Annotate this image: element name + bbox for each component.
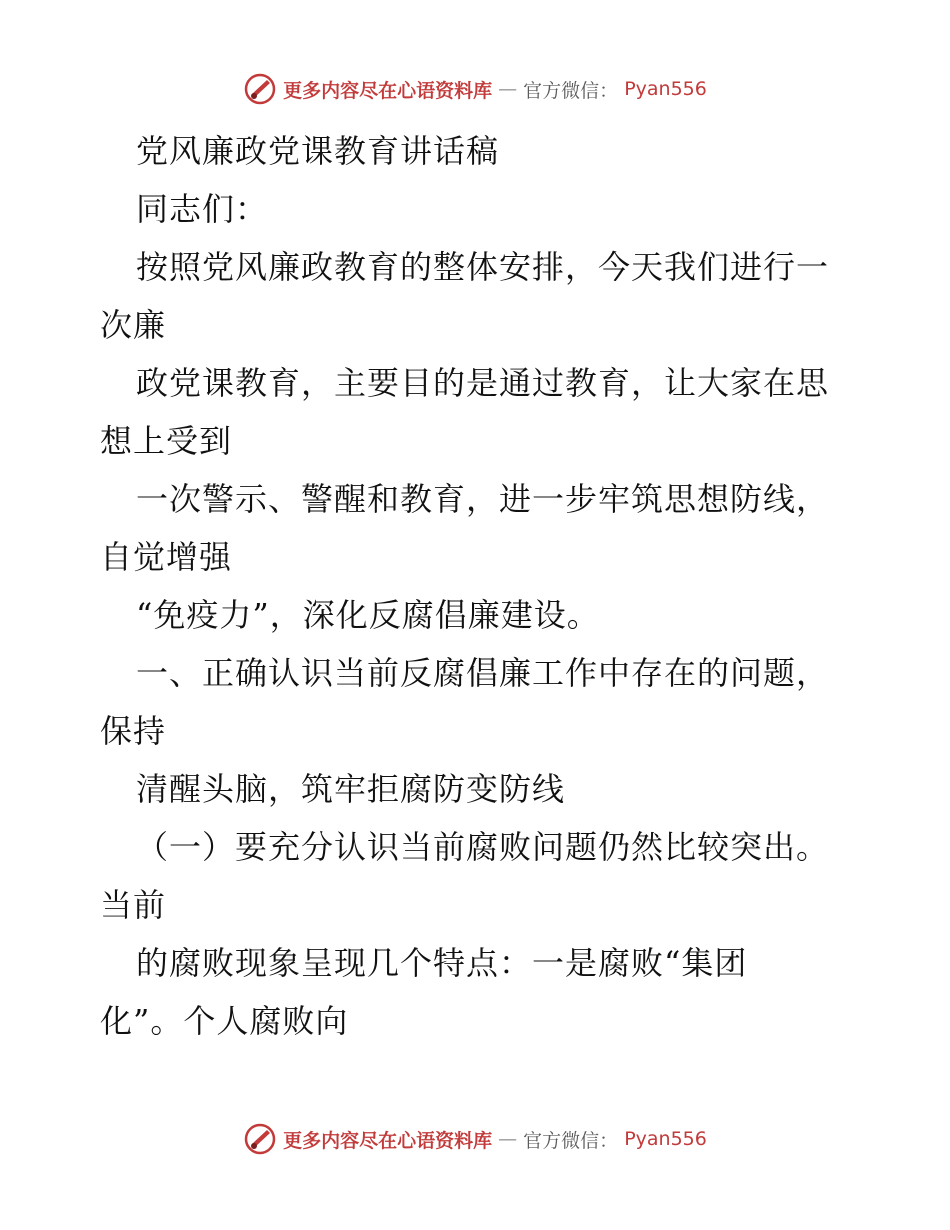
watermark-account-label: 官方微信： — [523, 1129, 619, 1152]
document-title: 党风廉政党课教育讲话稿 — [136, 132, 500, 170]
text-line: 想上受到 — [100, 422, 233, 460]
text-line: 同志们： — [136, 190, 269, 228]
text-line: 的腐败现象呈现几个特点：一是腐败“集团 — [136, 944, 748, 982]
watermark-account-label: 官方微信： — [523, 79, 619, 102]
watermark-account-id: Pyan556 — [624, 1128, 707, 1150]
watermark-header — [0, 72, 950, 106]
watermark-footer — [0, 1122, 950, 1156]
text-line: “免疫力”，深化反腐倡廉建设。 — [136, 596, 600, 634]
brand-logo-icon — [243, 72, 277, 106]
document-body — [100, 122, 860, 1050]
text-line: 次廉 — [100, 306, 167, 344]
text-line: 保持 — [100, 712, 167, 750]
watermark-site-text: 更多内容尽在心语资料库 — [283, 1129, 493, 1152]
watermark-separator: — — [498, 1128, 518, 1150]
text-line: 一次警示、警醒和教育，进一步牢筑思想防线， — [136, 480, 830, 518]
text-line: 政党课教育，主要目的是通过教育，让大家在思 — [136, 364, 830, 402]
watermark-account-id: Pyan556 — [624, 78, 707, 100]
brand-logo-icon — [243, 1122, 277, 1156]
watermark-site-text: 更多内容尽在心语资料库 — [283, 79, 493, 102]
text-line: （一）要充分认识当前腐败问题仍然比较突出。 — [136, 828, 830, 866]
text-line: 化”。个人腐败向 — [100, 1002, 349, 1040]
text-line: 按照党风廉政教育的整体安排，今天我们进行一 — [136, 248, 830, 286]
watermark-separator: — — [498, 78, 518, 100]
text-line: 一、正确认识当前反腐倡廉工作中存在的问题， — [136, 654, 830, 692]
text-line: 自觉增强 — [100, 538, 233, 576]
text-line: 当前 — [100, 886, 167, 924]
text-line: 清醒头脑，筑牢拒腐防变防线 — [136, 770, 566, 808]
